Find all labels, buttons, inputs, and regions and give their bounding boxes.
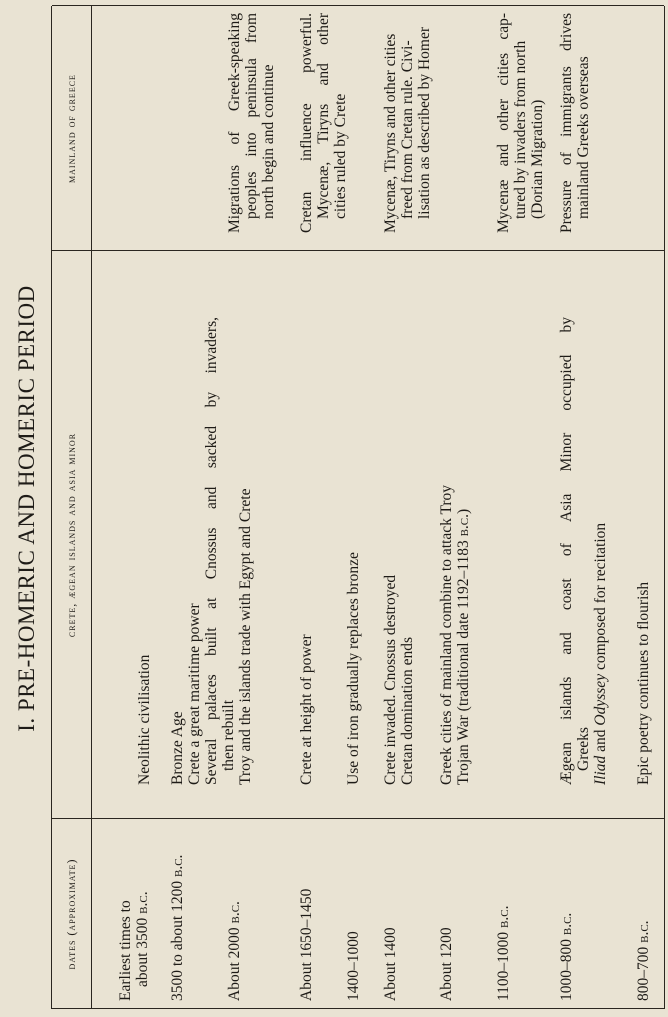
crete-text: Use of iron gradually replaces bronze xyxy=(345,552,362,785)
mainland-text: lisation as described by Homer xyxy=(416,27,433,219)
column-header-mainland: mainland of greece xyxy=(64,74,78,183)
crete-cell xyxy=(136,655,153,785)
crete-text: Several palaces built at Cnossus and sacked by invaders, xyxy=(203,317,220,785)
date-cell xyxy=(117,891,151,1001)
date-text: 1400–1000 xyxy=(345,931,362,1001)
mainland-text: cities ruled by Crete xyxy=(332,93,349,219)
crete-text: Crete a great maritime power xyxy=(186,603,203,785)
crete-text: Crete at height of power xyxy=(298,634,315,785)
crete-cell xyxy=(298,634,315,785)
mainland-text: Mycenæ, Tiryns and other cities xyxy=(382,33,399,233)
crete-cell xyxy=(558,317,609,785)
mainland-cell xyxy=(298,13,349,233)
column-header-crete: crete, ægean islands and asia minor xyxy=(64,432,78,638)
date-text: About 1200 xyxy=(438,927,455,1001)
crete-text: Ægean islands and coast of Asia Minor occupied by xyxy=(558,317,575,785)
mainland-text: Pressure of immigrants drives xyxy=(558,13,575,233)
date-cell xyxy=(345,931,362,1001)
mainland-text: peoples into peninsula from xyxy=(243,13,260,219)
mainland-cell xyxy=(558,13,592,233)
date-cell xyxy=(438,927,455,1001)
mainland-text: Cretan influence powerful. xyxy=(298,13,315,233)
mainland-text: Migrations of Greek-speaking xyxy=(226,13,243,233)
crete-text: Bronze Age xyxy=(169,711,186,785)
mainland-text: Mycenæ and other cities cap- xyxy=(495,13,512,233)
date-text: About 1650–1450 xyxy=(298,888,315,1001)
top-rule xyxy=(51,6,52,1009)
mainland-text: Mycenæ, Tiryns and other xyxy=(315,13,332,219)
date-cell xyxy=(382,927,399,1001)
crete-text: Troy and the islands trade with Egypt and Crete xyxy=(237,488,254,785)
bottom-rule xyxy=(664,6,665,1009)
crete-cell xyxy=(438,485,472,785)
date-text: 1100–1000 b.c. xyxy=(495,905,512,1001)
crete-text: then rebuilt xyxy=(220,699,237,771)
date-cell xyxy=(226,901,243,1001)
column-header-dates: dates (approximate) xyxy=(64,858,78,970)
mainland-text: north begin and continue xyxy=(260,64,277,219)
page-title: I. PRE-HOMERIC AND HOMERIC PERIOD xyxy=(14,285,39,732)
date-text: Earliest times to xyxy=(117,900,134,1001)
crete-cell xyxy=(635,582,652,785)
mainland-text: freed from Cretan rule. Civi- xyxy=(399,40,416,219)
column-divider-3 xyxy=(52,250,664,251)
crete-text: Crete invaded. Cnossus destroyed xyxy=(382,574,399,785)
date-text: 1000–800 b.c. xyxy=(558,912,575,1001)
date-text: About 1400 xyxy=(382,927,399,1001)
crete-cell xyxy=(345,552,362,785)
crete-text: Iliad and Odyssey composed for recitation xyxy=(592,522,609,785)
date-cell xyxy=(558,913,575,1001)
date-cell xyxy=(298,889,315,1001)
date-text: 800–700 b.c. xyxy=(635,920,652,1001)
mainland-cell xyxy=(382,13,433,233)
crete-text: Trojan War (traditional date 1192–1183 b.c.) xyxy=(455,508,472,785)
date-cell xyxy=(635,920,652,1001)
mainland-text: tured by invaders from north xyxy=(512,40,529,219)
crete-cell xyxy=(382,575,416,785)
date-cell xyxy=(169,855,186,1001)
crete-text: Greek cities of mainland combine to attack Troy xyxy=(438,484,455,785)
column-divider-1 xyxy=(52,1008,664,1009)
date-text: about 3500 b.c. xyxy=(134,891,151,987)
crete-text: Greeks xyxy=(575,727,592,771)
mainland-text: mainland Greeks overseas xyxy=(575,56,592,219)
crete-text: Epic poetry continues to flourish xyxy=(635,581,652,785)
crete-cell xyxy=(169,317,254,785)
date-text: 3500 to about 1200 b.c. xyxy=(169,854,186,1001)
column-divider-4 xyxy=(52,5,664,6)
date-cell xyxy=(495,906,512,1002)
date-text: About 2000 b.c. xyxy=(226,901,243,1001)
header-rule xyxy=(91,6,92,1009)
crete-text: Cretan domination ends xyxy=(399,636,416,785)
mainland-text: (Dorian Migration) xyxy=(529,99,546,219)
mainland-cell xyxy=(226,13,277,233)
crete-text: Neolithic civilisation xyxy=(136,654,153,785)
column-divider-2 xyxy=(52,818,664,819)
mainland-cell xyxy=(495,13,546,233)
